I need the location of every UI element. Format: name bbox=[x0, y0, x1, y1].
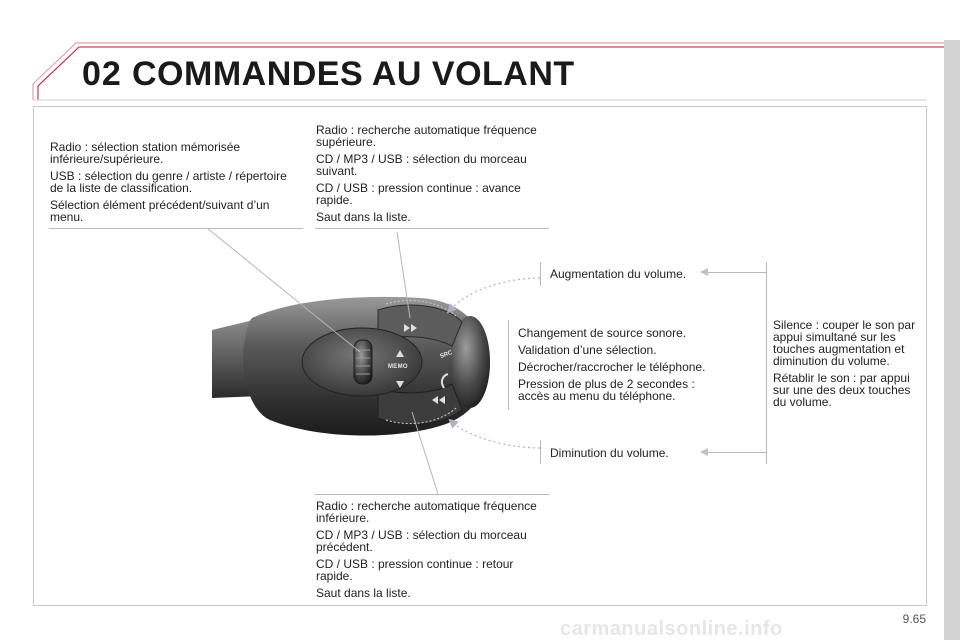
rule-volume-down-left bbox=[540, 440, 541, 464]
callout-volume-down: Diminution du volume. bbox=[550, 446, 669, 460]
callout-text: Silence : couper le son par appui simultané sur les touches augmentation et diminution du volume. bbox=[773, 318, 916, 368]
callout-text: Sélection élément précédent/suivant d’un menu. bbox=[50, 198, 270, 224]
callout-text: Décrocher/raccrocher le téléphone. bbox=[518, 360, 706, 374]
callout-bottom-center bbox=[316, 500, 548, 604]
page-title: COMMANDES AU VOLANT bbox=[132, 55, 575, 93]
callout-top-center bbox=[316, 124, 548, 228]
memo-label: MEMO bbox=[388, 364, 408, 370]
watermark: carmanualsonline.info bbox=[560, 618, 783, 640]
thumbwheel-icon[interactable] bbox=[354, 340, 372, 384]
callout-text: Radio : sélection station mémorisée inférieure/supérieure. bbox=[50, 140, 241, 166]
rule-volume-up bbox=[708, 272, 766, 273]
rule-bottom-center bbox=[315, 494, 549, 495]
rule-volume-up-left bbox=[540, 262, 541, 286]
chapter-number: 02 bbox=[82, 55, 122, 93]
callout-text: Radio : recherche automatique fréquence inférieure. bbox=[316, 499, 537, 525]
rule-far-right bbox=[766, 262, 767, 464]
callout-text: CD / USB : pression continue : retour rapide. bbox=[316, 557, 514, 583]
callout-text: Changement de source sonore. bbox=[518, 326, 687, 340]
callout-text: Saut dans la liste. bbox=[316, 586, 411, 600]
callout-text: Pression de plus de 2 secondes : accès au menu du téléphone. bbox=[518, 377, 695, 403]
volume-up-indicator bbox=[450, 278, 540, 310]
callout-text: CD / USB : pression continue : avance rapide. bbox=[316, 181, 521, 207]
rule-top-center bbox=[315, 228, 549, 229]
callout-volume-up: Augmentation du volume. bbox=[550, 267, 687, 281]
rule-top-left bbox=[49, 228, 303, 229]
volume-down-indicator bbox=[452, 422, 540, 448]
rule-center-right bbox=[508, 320, 509, 410]
callout-text: Rétablir le son : par appui sur une des deux touches du volume. bbox=[773, 371, 911, 409]
callout-far-right bbox=[773, 319, 925, 413]
callout-text: Radio : recherche automatique fréquence supérieure. bbox=[316, 123, 537, 149]
callout-text: CD / MP3 / USB : sélection du morceau suivant. bbox=[316, 152, 527, 178]
page-number: 9.65 bbox=[902, 612, 926, 626]
callout-text: USB : sélection du genre / artiste / répertoire de la liste de classification. bbox=[50, 169, 287, 195]
callout-text: Validation d’une sélection. bbox=[518, 343, 657, 357]
callout-center-right bbox=[518, 327, 728, 407]
src-label: SRC bbox=[439, 350, 454, 360]
rule-volume-down bbox=[708, 452, 766, 453]
callout-text: CD / MP3 / USB : sélection du morceau précédent. bbox=[316, 528, 527, 554]
callout-text: Saut dans la liste. bbox=[316, 210, 411, 224]
callout-top-left bbox=[50, 141, 300, 228]
